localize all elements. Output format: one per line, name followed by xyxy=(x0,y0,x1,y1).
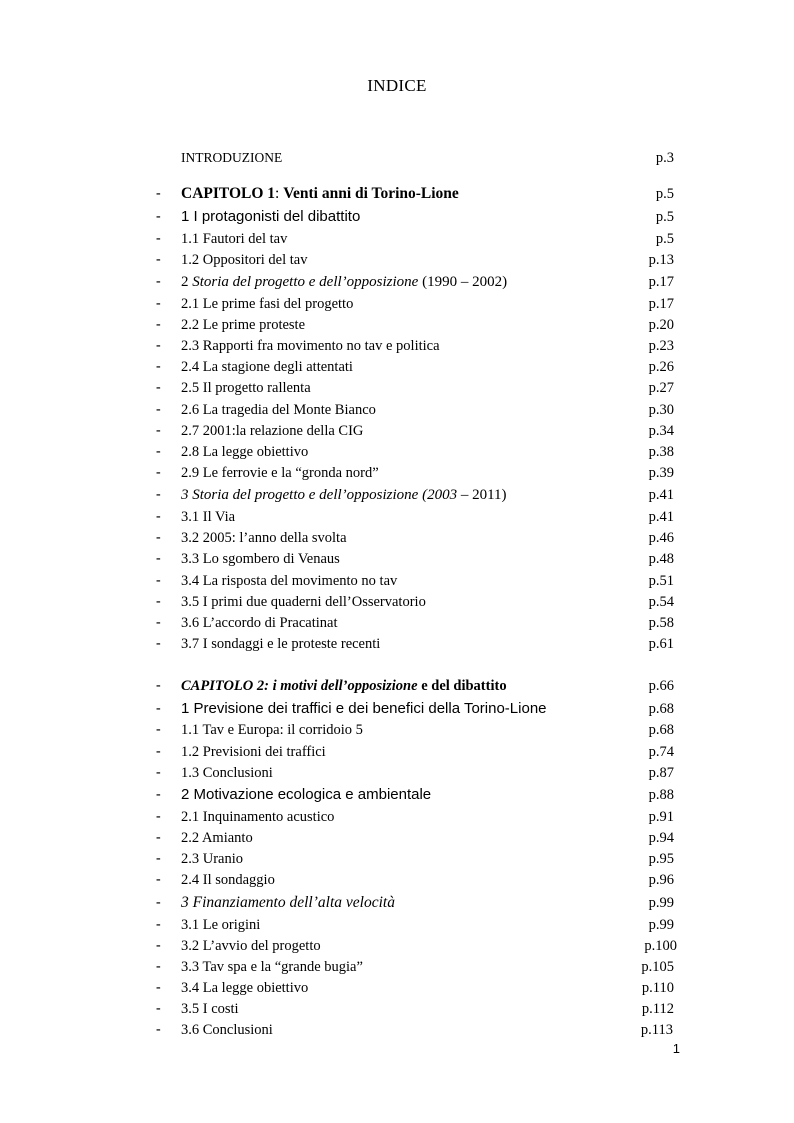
toc-page: p.27 xyxy=(648,380,674,396)
toc-label: 3.7 I sondaggi e le proteste recenti xyxy=(181,636,381,652)
bullet-dash: - xyxy=(156,722,161,737)
toc-entry xyxy=(0,357,794,379)
toc-entry xyxy=(0,999,794,1021)
toc-page: p.99 xyxy=(648,917,674,933)
section-title: Storia del progetto e dell’opposizione xyxy=(192,274,419,290)
bullet-dash: - xyxy=(156,636,161,651)
toc-entry xyxy=(0,699,794,721)
bullet-dash: - xyxy=(156,530,161,545)
toc-entry xyxy=(0,250,794,272)
toc-entry xyxy=(0,742,794,764)
bullet-dash: - xyxy=(156,573,161,588)
toc-entry xyxy=(0,720,794,742)
bullet-dash: - xyxy=(156,744,161,759)
toc-entry xyxy=(0,828,794,850)
toc-label: 2.6 La tragedia del Monte Bianco xyxy=(181,402,376,418)
chapter-subtitle: e del dibattito xyxy=(417,678,507,694)
bullet-dash: - xyxy=(156,615,161,630)
bullet-dash: - xyxy=(156,938,161,953)
toc-page: p.34 xyxy=(648,423,674,439)
toc-label: 3.3 Tav spa e la “grande bugia” xyxy=(181,959,363,975)
toc-label: 2.4 Il sondaggio xyxy=(181,872,275,888)
toc-entry xyxy=(0,507,794,529)
bullet-dash: - xyxy=(156,980,161,995)
toc-label: 3.4 La risposta del movimento no tav xyxy=(181,573,398,589)
toc-page: p.23 xyxy=(648,338,674,354)
toc-label: 1 Previsione dei traffici e dei benefici della Torino-Lione xyxy=(181,700,547,717)
bullet-dash: - xyxy=(156,895,161,910)
bullet-dash: - xyxy=(156,231,161,246)
bullet-dash: - xyxy=(156,765,161,780)
toc-entry xyxy=(0,421,794,443)
section-number: 2 xyxy=(181,274,193,290)
bullet-dash: - xyxy=(156,423,161,438)
toc-label: 1.2 Previsioni dei traffici xyxy=(181,744,326,760)
toc-entry xyxy=(0,763,794,785)
toc-entry xyxy=(0,485,794,507)
toc-page: p.105 xyxy=(641,959,674,975)
toc-entry xyxy=(0,807,794,829)
toc-label xyxy=(181,485,507,505)
bullet-dash: - xyxy=(156,317,161,332)
bullet-dash: - xyxy=(156,851,161,866)
toc-label: 1 I protagonisti del dibattito xyxy=(181,208,361,225)
toc-page: p.112 xyxy=(641,1001,674,1017)
toc-entry-introduzione xyxy=(0,148,794,170)
page-title: INDICE xyxy=(367,76,427,95)
bullet-dash: - xyxy=(156,274,161,289)
bullet-dash: - xyxy=(156,444,161,459)
toc-entry xyxy=(0,936,794,958)
section-title: 3 Storia del progetto e dell’opposizione (2003 – xyxy=(181,487,473,503)
toc-page: p.3 xyxy=(655,150,674,166)
toc-page: p.41 xyxy=(648,487,674,503)
section-years: 2011) xyxy=(472,487,507,503)
toc-entry xyxy=(0,592,794,614)
toc-entry xyxy=(0,571,794,593)
toc-label: 2 Motivazione ecologica e ambientale xyxy=(181,786,432,803)
toc-label: 3.2 2005: l’anno della svolta xyxy=(181,530,347,546)
toc-label: 2.1 Le prime fasi del progetto xyxy=(181,296,354,312)
bullet-dash: - xyxy=(156,1022,161,1037)
bullet-dash: - xyxy=(156,359,161,374)
toc-entry xyxy=(0,294,794,316)
toc-label: 2.7 2001:la relazione della CIG xyxy=(181,423,364,439)
toc-label: 3.2 L’avvio del progetto xyxy=(181,938,321,954)
bullet-dash: - xyxy=(156,296,161,311)
toc-page: p.38 xyxy=(648,444,674,460)
toc-entry xyxy=(0,528,794,550)
bullet-dash: - xyxy=(156,701,161,716)
toc-page: p.54 xyxy=(648,594,674,610)
bullet-dash: - xyxy=(156,787,161,802)
toc-page: p.13 xyxy=(648,252,674,268)
bullet-dash: - xyxy=(156,465,161,480)
toc-label: 3.6 L’accordo di Pracatinat xyxy=(181,615,338,631)
bullet-dash: - xyxy=(156,809,161,824)
toc-label: 2.1 Inquinamento acustico xyxy=(181,809,335,825)
toc-page: p.61 xyxy=(648,636,674,652)
toc-label: 3 Finanziamento dell’alta velocità xyxy=(181,894,395,911)
toc-page: p.87 xyxy=(648,765,674,781)
toc-entry xyxy=(0,785,794,807)
toc-label: 2.3 Uranio xyxy=(181,851,244,867)
toc-label: 3.5 I costi xyxy=(181,1001,239,1017)
toc-label: 3.3 Lo sgombero di Venaus xyxy=(181,551,340,567)
toc-page: p.110 xyxy=(641,980,674,996)
toc-page: p.17 xyxy=(648,274,674,290)
bullet-dash: - xyxy=(156,509,161,524)
toc-label: 2.9 Le ferrovie e la “gronda nord” xyxy=(181,465,379,481)
toc-label xyxy=(181,676,507,696)
toc-entry xyxy=(0,1020,794,1042)
toc-label: 2.3 Rapporti fra movimento no tav e politica xyxy=(181,338,440,354)
toc-label: 3.1 Le origini xyxy=(181,917,261,933)
toc-label: 1.3 Conclusioni xyxy=(181,765,273,781)
bullet-dash: - xyxy=(156,338,161,353)
toc-page: p.113 xyxy=(640,1022,673,1038)
toc-page: p.68 xyxy=(648,701,674,717)
toc-entry-capitolo-2 xyxy=(0,676,794,698)
toc-label: 3.4 La legge obiettivo xyxy=(181,980,309,996)
toc-entry xyxy=(0,870,794,892)
toc-entry xyxy=(0,463,794,485)
section-years: (1990 – 2002) xyxy=(418,274,508,290)
toc-entry xyxy=(0,207,794,229)
toc-page: p.26 xyxy=(648,359,674,375)
bullet-dash: - xyxy=(156,551,161,566)
toc-page: p.30 xyxy=(648,402,674,418)
toc-label: INTRODUZIONE xyxy=(181,150,283,165)
bullet-dash: - xyxy=(156,209,161,224)
toc-page: p.20 xyxy=(648,317,674,333)
toc-page: p.5 xyxy=(655,231,674,247)
bullet-dash: - xyxy=(156,252,161,267)
chapter-separator: : xyxy=(275,185,284,202)
chapter-title: Venti anni di Torino-Lione xyxy=(283,185,459,202)
toc-page: p.94 xyxy=(648,830,674,846)
bullet-dash: - xyxy=(156,487,161,502)
bullet-dash: - xyxy=(156,186,161,201)
toc-entry xyxy=(0,336,794,358)
toc-entry xyxy=(0,400,794,422)
bullet-dash: - xyxy=(156,380,161,395)
toc-entry xyxy=(0,915,794,937)
toc-page: p.74 xyxy=(648,744,674,760)
toc-entry xyxy=(0,957,794,979)
toc-page: p.58 xyxy=(648,615,674,631)
toc-label: 2.2 Amianto xyxy=(181,830,253,846)
toc-label xyxy=(181,272,507,292)
toc-page: p.96 xyxy=(648,872,674,888)
toc-entry xyxy=(0,378,794,400)
toc-label xyxy=(181,184,459,204)
toc-label: 2.8 La legge obiettivo xyxy=(181,444,309,460)
toc-entry-capitolo-1 xyxy=(0,184,794,206)
page-number: 1 xyxy=(672,1041,680,1056)
toc-entry xyxy=(0,442,794,464)
toc-label: 3.1 Il Via xyxy=(181,509,236,525)
toc-page: p.91 xyxy=(648,809,674,825)
toc-label: 1.1 Fautori del tav xyxy=(181,231,288,247)
toc-page: p.99 xyxy=(648,895,674,911)
toc-page: p.68 xyxy=(648,722,674,738)
bullet-dash: - xyxy=(156,872,161,887)
toc-entry xyxy=(0,613,794,635)
bullet-dash: - xyxy=(156,1001,161,1016)
toc-page: p.5 xyxy=(655,209,674,225)
toc-label: 2.2 Le prime proteste xyxy=(181,317,306,333)
toc-entry xyxy=(0,978,794,1000)
toc-entry xyxy=(0,893,794,915)
toc-page: p.66 xyxy=(648,678,674,694)
bullet-dash: - xyxy=(156,917,161,932)
chapter-number: CAPITOLO 1 xyxy=(181,185,276,202)
toc-label: 1.1 Tav e Europa: il corridoio 5 xyxy=(181,722,363,738)
bullet-dash: - xyxy=(156,678,161,693)
toc-label: 3.5 I primi due quaderni dell’Osservatorio xyxy=(181,594,426,610)
toc-label: 2.5 Il progetto rallenta xyxy=(181,380,311,396)
toc-page: p.95 xyxy=(648,851,674,867)
toc-page: p.100 xyxy=(644,938,677,954)
toc-entry xyxy=(0,315,794,337)
toc-page: p.39 xyxy=(648,465,674,481)
toc-page: p.46 xyxy=(648,530,674,546)
toc-page: p.88 xyxy=(648,787,674,803)
bullet-dash: - xyxy=(156,594,161,609)
toc-label: 3.6 Conclusioni xyxy=(181,1022,273,1038)
toc-entry xyxy=(0,229,794,251)
toc-page: p.5 xyxy=(655,186,674,202)
toc-page: p.41 xyxy=(648,509,674,525)
chapter-title: CAPITOLO 2: i motivi dell’opposizione xyxy=(181,678,418,694)
toc-entry xyxy=(0,549,794,571)
toc-entry xyxy=(0,634,794,656)
toc-entry xyxy=(0,272,794,294)
toc-page: p.48 xyxy=(648,551,674,567)
bullet-dash: - xyxy=(156,959,161,974)
toc-entry xyxy=(0,849,794,871)
toc-page: p.17 xyxy=(648,296,674,312)
toc-label: 2.4 La stagione degli attentati xyxy=(181,359,353,375)
toc-page: p.51 xyxy=(648,573,674,589)
bullet-dash: - xyxy=(156,830,161,845)
bullet-dash: - xyxy=(156,402,161,417)
toc-label: 1.2 Oppositori del tav xyxy=(181,252,308,268)
